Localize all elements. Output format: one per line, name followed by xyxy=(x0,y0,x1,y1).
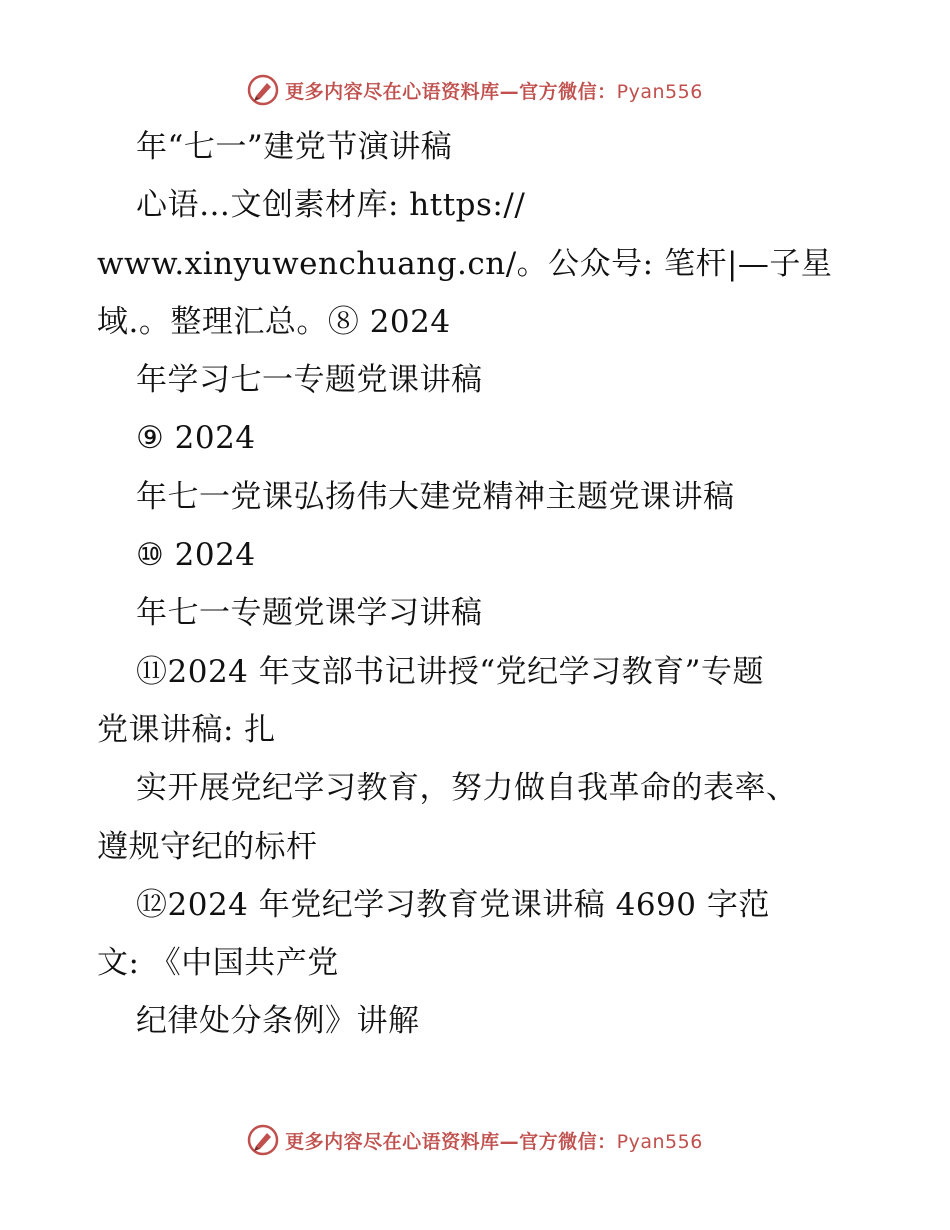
doc-line: ⑫2024 年党纪学习教育党课讲稿 4690 字范 xyxy=(136,886,770,923)
doc-line: 年七一党课弘扬伟大建党精神主题党课讲稿 xyxy=(136,478,735,515)
doc-line: www.xinyuwenchuang.cn/。公众号: 笔杆|—子星 xyxy=(97,245,833,282)
doc-line: 纪律处分条例》讲解 xyxy=(136,1003,420,1040)
banner-text: 更多内容尽在心语资料库—官方微信：Pyan556 xyxy=(285,80,703,103)
doc-line: ⑩ 2024 xyxy=(136,537,256,574)
banner-text: 更多内容尽在心语资料库—官方微信：Pyan556 xyxy=(285,1130,703,1153)
logo-icon xyxy=(247,1124,279,1156)
header-banner xyxy=(0,70,950,110)
doc-line: 年学习七一专题党课讲稿 xyxy=(136,362,483,399)
doc-line: 心语…文创素材库: https:// xyxy=(136,187,526,224)
doc-line: 实开展党纪学习教育，努力做自我革命的表率、 xyxy=(136,770,798,807)
doc-line: 文: 《中国共产党 xyxy=(97,945,339,982)
doc-line: ⑨ 2024 xyxy=(136,420,256,457)
footer-banner xyxy=(0,1120,950,1160)
doc-line: 遵规守纪的标杆 xyxy=(97,828,318,865)
doc-line: 党课讲稿: 扎 xyxy=(97,711,276,748)
banner-account: Pyan556 xyxy=(616,80,703,103)
logo-icon xyxy=(247,74,279,106)
doc-line: 年“七一”建党节演讲稿 xyxy=(136,129,453,165)
doc-line: 年七一专题党课学习讲稿 xyxy=(136,595,483,632)
doc-line: ⑪2024 年支部书记讲授“党纪学习教育”专题 xyxy=(136,653,764,690)
banner-account: Pyan556 xyxy=(616,1130,703,1153)
doc-line: 域.。整理汇总。⑧ 2024 xyxy=(97,303,451,340)
document-body xyxy=(97,118,857,1051)
